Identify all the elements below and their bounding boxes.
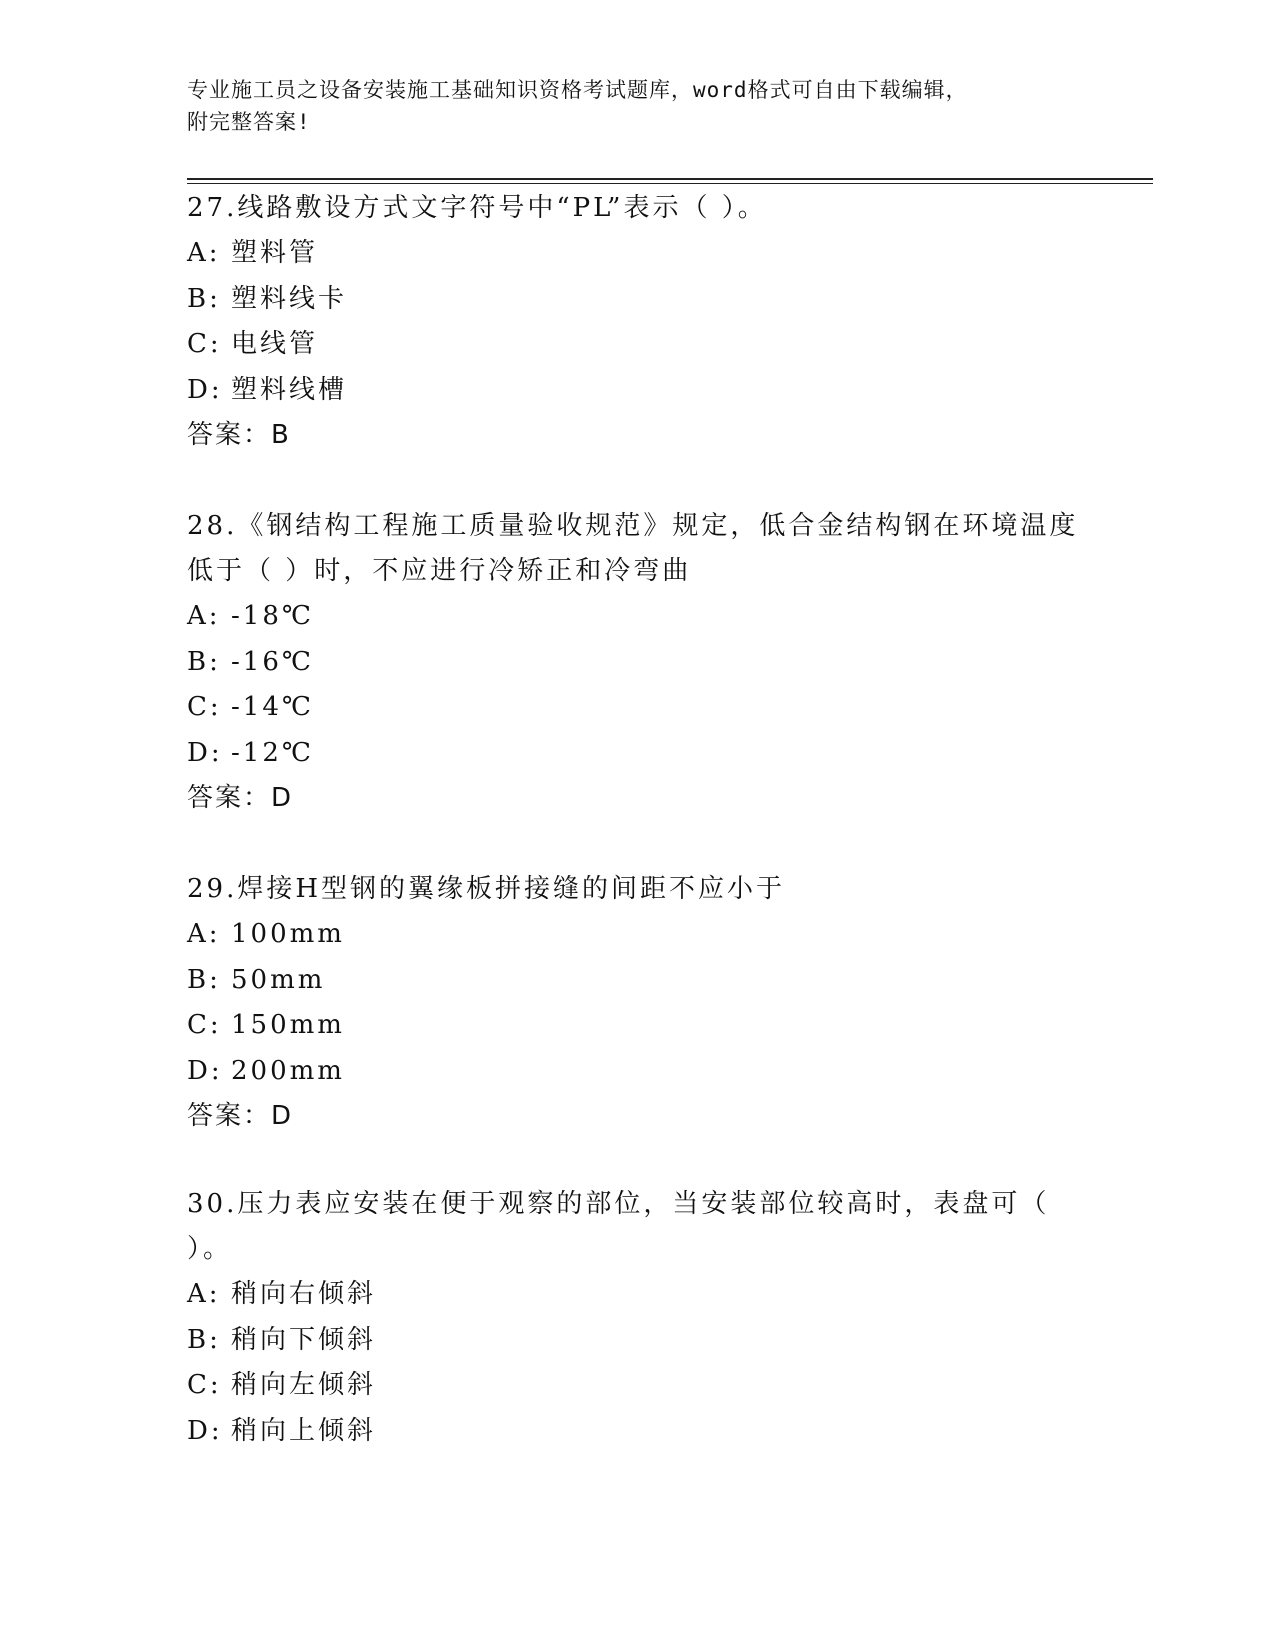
option-text: 100mm — [231, 919, 345, 949]
question-28 — [187, 504, 1087, 821]
option-d — [187, 1409, 1087, 1455]
option-a — [187, 594, 1087, 640]
header-divider-thick — [187, 178, 1153, 180]
option-text: 塑料管 — [231, 238, 319, 268]
option-label: D: — [187, 1415, 223, 1446]
option-a — [187, 912, 1087, 958]
option-text: 200mm — [231, 1055, 345, 1086]
option-d — [187, 731, 1087, 777]
question-29 — [187, 867, 1087, 1139]
question-line: 27.线路敷设方式文字符号中“PL”表示（ ）。 — [187, 193, 767, 223]
option-b — [187, 640, 1087, 686]
option-text: 150mm — [231, 1010, 345, 1040]
question-text — [187, 186, 1087, 231]
option-text: 稍向下倾斜 — [231, 1324, 377, 1355]
question-line: 28.《钢结构工程施工质量验收规范》规定，低合金结构钢在环境温度 — [187, 511, 1079, 541]
question-text — [187, 504, 1087, 594]
option-label: D: — [187, 737, 223, 768]
question-line: 29.焊接H型钢的翼缘板拼接缝的间距不应小于 — [187, 874, 786, 904]
option-text: 稍向上倾斜 — [231, 1415, 377, 1446]
question-line: ）。 — [187, 1234, 233, 1264]
option-label: D: — [187, 1055, 223, 1086]
option-label: B: — [187, 646, 221, 677]
question-text — [187, 1182, 1087, 1272]
option-c — [187, 1003, 1087, 1049]
option-label: C: — [187, 692, 222, 722]
option-d — [187, 368, 1087, 414]
option-label: A: — [187, 238, 221, 268]
answer-text: 答案：D — [187, 1101, 294, 1131]
option-text: 塑料线槽 — [231, 374, 348, 405]
document-header — [187, 74, 1067, 138]
option-c — [187, 685, 1087, 731]
option-text: 稍向右倾斜 — [231, 1279, 377, 1309]
header-title-line-1: 专业施工员之设备安装施工基础知识资格考试题库，word格式可自由下载编辑， — [187, 78, 968, 102]
option-c — [187, 1363, 1087, 1409]
option-d — [187, 1049, 1087, 1095]
option-b — [187, 958, 1087, 1004]
option-text: 电线管 — [231, 329, 319, 359]
option-b — [187, 1318, 1087, 1364]
question-30 — [187, 1182, 1087, 1454]
question-line: 低于（ ）时，不应进行冷矫正和冷弯曲 — [187, 556, 692, 586]
option-text: -14℃ — [231, 692, 314, 722]
option-label: D: — [187, 374, 223, 405]
option-label: B: — [187, 283, 221, 314]
question-27 — [187, 186, 1087, 458]
option-text: 50mm — [231, 964, 326, 995]
option-text: -18℃ — [231, 601, 314, 631]
option-label: A: — [187, 919, 221, 949]
option-text: 稍向左倾斜 — [231, 1370, 377, 1400]
option-a — [187, 1272, 1087, 1318]
option-label: C: — [187, 329, 222, 359]
header-title-line-2: 附完整答案! — [187, 110, 311, 134]
header-divider-thin — [187, 183, 1153, 184]
answer-text: 答案：D — [187, 783, 294, 813]
option-c — [187, 322, 1087, 368]
option-text: 塑料线卡 — [231, 283, 348, 314]
option-label: A: — [187, 1279, 221, 1309]
question-text — [187, 867, 1087, 912]
option-text: -12℃ — [231, 737, 314, 768]
option-a — [187, 231, 1087, 277]
option-label: A: — [187, 601, 221, 631]
option-b — [187, 277, 1087, 323]
option-label: B: — [187, 1324, 221, 1355]
option-text: -16℃ — [231, 646, 314, 677]
question-line: 30.压力表应安装在便于观察的部位，当安装部位较高时，表盘可（ — [187, 1189, 1050, 1219]
option-label: C: — [187, 1370, 222, 1400]
option-label: C: — [187, 1010, 222, 1040]
option-label: B: — [187, 964, 221, 995]
answer-text: 答案：B — [187, 420, 291, 450]
